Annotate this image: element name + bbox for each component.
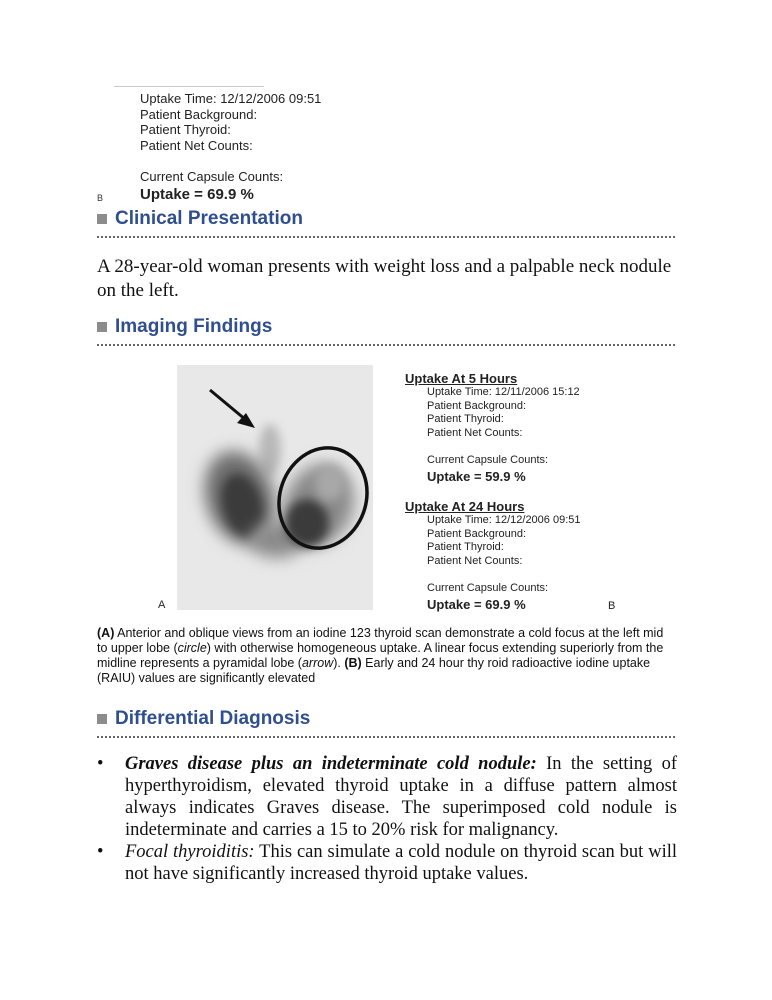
uptake-time: Uptake Time: 12/12/2006 09:51	[140, 91, 322, 106]
patient-thyroid: Patient Thyroid:	[140, 122, 231, 137]
diagnosis-term: Focal thyroiditis:	[125, 842, 255, 862]
figure-caption	[97, 626, 677, 686]
uptake-24-hours	[405, 499, 581, 611]
caption-b-text: Early and 24 hour thy roid radioactive iodine uptake (RAIU) values are significantly elevated	[97, 656, 651, 685]
uptake-value: Uptake = 69.9 %	[140, 185, 254, 203]
square-bullet-icon	[97, 322, 107, 332]
diagnosis-text: This can simulate a cold nodule on thyroid scan but will not have significantly increased thyroid uptake values.	[125, 842, 678, 884]
square-bullet-icon	[97, 714, 107, 724]
section-divider	[97, 736, 675, 738]
differential-diagnosis-section	[97, 708, 675, 738]
caption-circle-term: circle	[177, 641, 207, 655]
top-divider	[114, 86, 264, 87]
caption-b-label: (B)	[344, 656, 362, 670]
uptake-summary-block	[140, 91, 321, 202]
diagnosis-text: In the setting of hyperthyroidism, elevated thyroid uptake in a diffuse pattern almost always indicates Graves disease. The superimposed cold nodule is indeterminate and carries a 15 to 20% risk for malignancy.	[125, 754, 677, 840]
patient-net-counts: Patient Net Counts:	[140, 137, 253, 153]
uptake-5-hours	[405, 371, 580, 483]
section-divider	[97, 236, 675, 238]
differential-diagnosis-heading: Differential Diagnosis	[115, 708, 311, 729]
uptake-value: Uptake = 59.9 %	[427, 468, 526, 484]
clinical-presentation-heading: Clinical Presentation	[115, 208, 303, 229]
list-item	[97, 753, 677, 841]
figure-label-a: A	[158, 599, 166, 611]
uptake-time: Uptake Time: 12/12/2006 09:51	[427, 514, 581, 526]
bullet-icon: •	[97, 754, 104, 774]
bullet-icon: •	[97, 842, 104, 862]
caption-a-text: Anterior and oblique views from an iodine 123 thyroid scan demonstrate a cold focus at the left mid to upper lobe (	[97, 626, 664, 655]
thyroid-scan-image	[177, 365, 373, 610]
patient-thyroid: Patient Thyroid:	[427, 413, 504, 425]
imaging-findings-section	[97, 316, 675, 346]
caption-a-label: (A)	[97, 626, 115, 640]
figure-label-b-top: B	[97, 193, 104, 203]
current-capsule-counts: Current Capsule Counts:	[427, 454, 549, 466]
patient-net-counts: Patient Net Counts:	[427, 426, 523, 439]
uptake-time: Uptake Time: 12/11/2006 15:12	[427, 386, 580, 398]
caption-a-text: ) with otherwise homogeneous uptake. A linear focus extending superiorly from the midline represents a pyramidal lobe (	[97, 641, 664, 670]
patient-background: Patient Background:	[427, 399, 527, 412]
differential-list	[97, 753, 677, 885]
current-capsule-counts: Current Capsule Counts:	[140, 169, 284, 184]
diagnosis-term: Graves disease plus an indeterminate cold nodule:	[125, 754, 537, 774]
uptake-24-hours-title: Uptake At 24 Hours	[405, 499, 525, 514]
uptake-value: Uptake = 69.9 %	[427, 596, 526, 612]
current-capsule-counts: Current Capsule Counts:	[427, 582, 549, 594]
square-bullet-icon	[97, 214, 107, 224]
uptake-5-hours-title: Uptake At 5 Hours	[405, 371, 518, 386]
patient-background: Patient Background:	[140, 106, 258, 122]
clinical-presentation-section	[97, 208, 675, 238]
figure-label-b: B	[608, 600, 616, 612]
patient-background: Patient Background:	[427, 527, 527, 540]
clinical-presentation-text: A 28-year-old woman presents with weight loss and a palpable neck nodule on the left.	[97, 256, 672, 301]
list-item	[97, 841, 677, 885]
section-divider	[97, 344, 675, 346]
caption-arrow-term: arrow	[301, 656, 334, 670]
patient-thyroid: Patient Thyroid:	[427, 541, 504, 553]
caption-a-text: ).	[333, 656, 345, 670]
patient-net-counts: Patient Net Counts:	[427, 554, 523, 567]
imaging-findings-heading: Imaging Findings	[115, 316, 273, 337]
